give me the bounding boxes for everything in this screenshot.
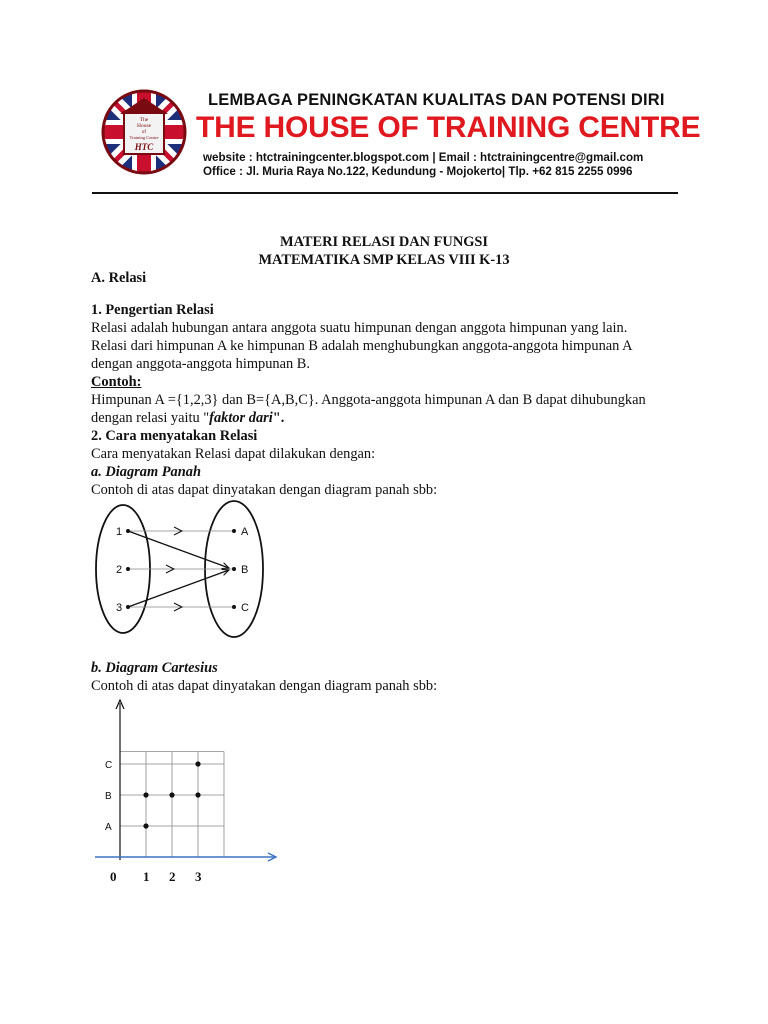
paragraph-line: Relasi dari himpunan A ke himpunan B adalah menghubungkan anggota-anggota himpunan A — [91, 338, 633, 354]
point-b — [232, 567, 236, 571]
subheading-diagram-panah: a. Diagram Panah — [91, 464, 201, 480]
point-2 — [126, 567, 130, 571]
website-line: website : htctrainingcenter.blogspot.com | Email : htctrainingcentre@gmail.com — [203, 151, 644, 164]
logo-text-3: of — [141, 130, 147, 135]
heading-cara-menyatakan: 2. Cara menyatakan Relasi — [91, 428, 258, 444]
domain-label-1: 1 — [116, 526, 123, 538]
codomain-label-a: A — [241, 526, 249, 538]
contoh-label: Contoh: — [91, 374, 142, 390]
point-1 — [126, 529, 130, 533]
paragraph-line: Relasi adalah hubungan antara anggota suatu himpunan dengan anggota himpunan yang lain. — [91, 320, 628, 336]
header-divider — [92, 192, 678, 194]
institution-line: LEMBAGA PENINGKATAN KUALITAS DAN POTENSI DIRI — [208, 91, 665, 109]
point-a — [232, 529, 236, 533]
cartesian-grid — [120, 752, 224, 857]
heading-pengertian-relasi: 1. Pengertian Relasi — [91, 302, 214, 318]
point-c — [232, 605, 236, 609]
logo-text-4: Training Centre — [129, 135, 159, 140]
paragraph-line: Contoh di atas dapat dinyatakan dengan diagram panah sbb: — [91, 678, 438, 694]
data-point — [143, 823, 148, 828]
point-3 — [126, 605, 130, 609]
cartesian-diagram — [95, 695, 295, 890]
codomain-label-c: C — [241, 602, 249, 614]
arrow-diagram — [88, 500, 288, 645]
logo-text-htc: HTC — [134, 142, 154, 152]
subheading-diagram-cartesius: b. Diagram Cartesius — [91, 660, 218, 676]
data-point — [195, 761, 200, 766]
x-tick-label: 0 — [110, 869, 117, 884]
htc-logo — [100, 88, 188, 176]
section-a-heading: A. Relasi — [91, 270, 147, 286]
doc-subtitle: MATEMATIKA SMP KELAS VIII K-13 — [258, 252, 510, 268]
logo-text-2: House — [136, 123, 152, 129]
y-tick-label: A — [105, 822, 112, 833]
paragraph-line — [91, 409, 284, 427]
x-tick-label: 1 — [143, 869, 150, 884]
paragraph-line: Cara menyatakan Relasi dapat dilakukan dengan: — [91, 446, 376, 462]
relation-arrow-3-b — [128, 570, 229, 607]
data-point — [143, 792, 148, 797]
paragraph-line: Contoh di atas dapat dinyatakan dengan diagram panah sbb: — [91, 482, 438, 498]
paragraph-line: dengan anggota-anggota himpunan B. — [91, 356, 311, 372]
office-line: Office : Jl. Muria Raya No.122, Kedundung - Mojokerto| Tlp. +62 815 2255 0996 — [203, 165, 633, 178]
codomain-label-b: B — [241, 564, 249, 576]
x-tick-label: 2 — [169, 869, 176, 884]
domain-label-3: 3 — [116, 602, 123, 614]
x-tick-label: 3 — [195, 869, 202, 884]
text-run: dengan relasi yaitu " — [91, 410, 210, 426]
y-tick-label: C — [105, 760, 113, 771]
data-point — [169, 792, 174, 797]
logo-text-1: The — [139, 117, 149, 123]
domain-label-2: 2 — [116, 564, 123, 576]
data-point — [195, 792, 200, 797]
text-run: ". — [272, 410, 285, 426]
emphasis-faktor-dari: faktor dari — [209, 410, 273, 426]
paragraph-line: Himpunan A ={1,2,3} dan B={A,B,C}. Anggota-anggota himpunan A dan B dapat dihubungkan — [91, 392, 646, 408]
doc-title: MATERI RELASI DAN FUNGSI — [279, 234, 489, 250]
y-tick-label: B — [105, 791, 112, 802]
relation-arrow-1-b — [128, 531, 229, 568]
brand-title: THE HOUSE OF TRAINING CENTRE — [196, 111, 701, 144]
